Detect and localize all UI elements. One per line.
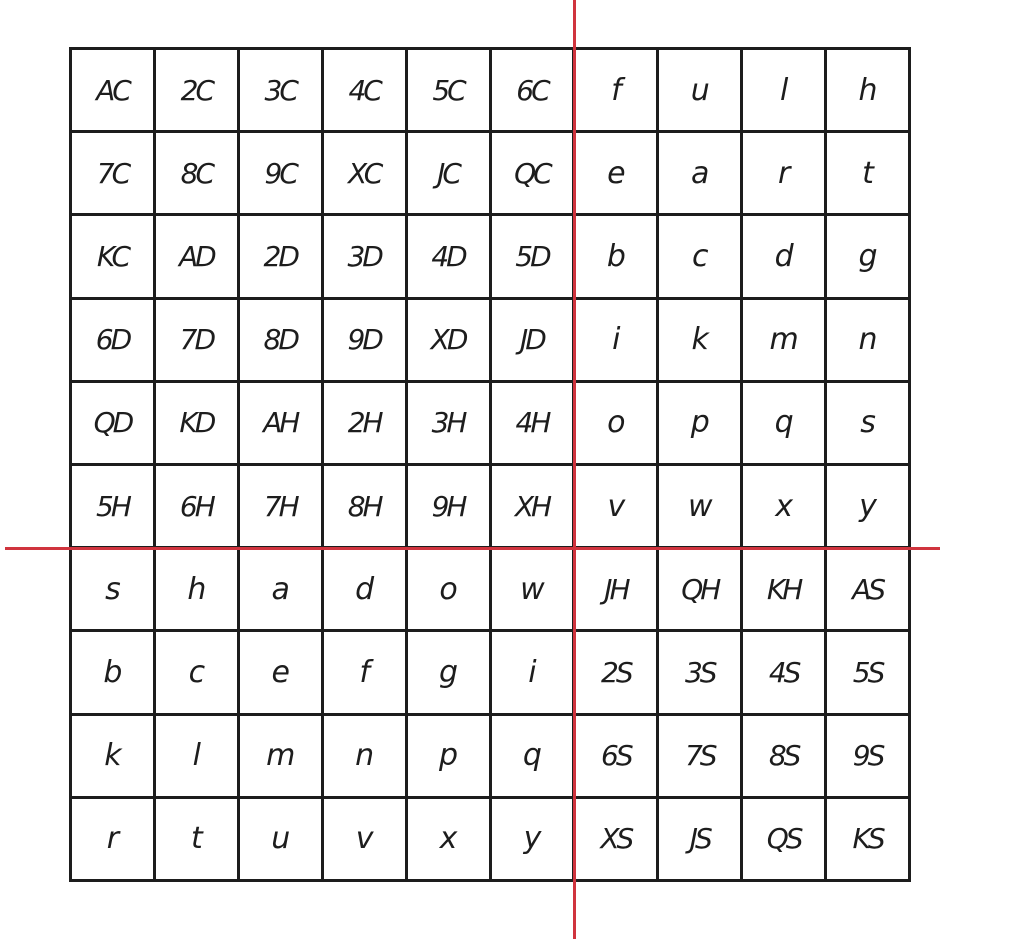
grid-cell: r: [743, 133, 827, 216]
grid-cell: JD: [492, 300, 576, 383]
grid-cell: 9C: [240, 133, 324, 216]
grid-cell: AS: [827, 549, 911, 632]
letter-card-grid: [69, 47, 911, 882]
grid-cell: 7S: [659, 716, 743, 799]
grid-cell: JC: [408, 133, 492, 216]
grid-cell: g: [827, 216, 911, 299]
grid-cell: KD: [156, 383, 240, 466]
grid-cell: f: [575, 50, 659, 133]
grid-cell: AC: [72, 50, 156, 133]
grid-cell: 4C: [324, 50, 408, 133]
grid-cell: d: [743, 216, 827, 299]
grid-cell: l: [156, 716, 240, 799]
grid-cell: c: [659, 216, 743, 299]
grid-cell: 5D: [492, 216, 576, 299]
grid-cell: XS: [575, 799, 659, 882]
grid-cell: a: [659, 133, 743, 216]
grid-cell: u: [240, 799, 324, 882]
vertical-red-divider: [573, 0, 576, 939]
grid-cell: QC: [492, 133, 576, 216]
grid-cell: y: [492, 799, 576, 882]
grid-cell: 8D: [240, 300, 324, 383]
grid-cell: 2S: [575, 632, 659, 715]
grid-cell: JS: [659, 799, 743, 882]
grid-cell: 2D: [240, 216, 324, 299]
grid-cell: e: [575, 133, 659, 216]
grid-cell: 5H: [72, 466, 156, 549]
grid-cell: 8H: [324, 466, 408, 549]
grid-cell: XH: [492, 466, 576, 549]
grid-cell: 6H: [156, 466, 240, 549]
grid-cell: QD: [72, 383, 156, 466]
grid-cell: x: [408, 799, 492, 882]
grid-cell: 6C: [492, 50, 576, 133]
grid-cell: 4D: [408, 216, 492, 299]
grid-cell: 2C: [156, 50, 240, 133]
grid-cell: f: [324, 632, 408, 715]
grid-cell: XC: [324, 133, 408, 216]
horizontal-red-divider: [5, 547, 940, 550]
grid-cell: 5C: [408, 50, 492, 133]
grid-cell: q: [492, 716, 576, 799]
grid-cell: x: [743, 466, 827, 549]
grid-cell: QS: [743, 799, 827, 882]
grid-cell: h: [827, 50, 911, 133]
grid-cell: 8S: [743, 716, 827, 799]
grid-cell: p: [408, 716, 492, 799]
grid-cell: KS: [827, 799, 911, 882]
grid-cell: XD: [408, 300, 492, 383]
grid-cell: e: [240, 632, 324, 715]
grid-cell: KC: [72, 216, 156, 299]
grid-cell: o: [575, 383, 659, 466]
grid-cell: 8C: [156, 133, 240, 216]
grid-cell: 7D: [156, 300, 240, 383]
grid-cell: s: [827, 383, 911, 466]
grid-cell: t: [156, 799, 240, 882]
grid-cell: b: [575, 216, 659, 299]
grid-cell: b: [72, 632, 156, 715]
grid-cell: u: [659, 50, 743, 133]
grid-cell: AD: [156, 216, 240, 299]
grid-cell: m: [743, 300, 827, 383]
grid-cell: d: [324, 549, 408, 632]
grid-cell: p: [659, 383, 743, 466]
grid-cell: k: [72, 716, 156, 799]
grid-cell: KH: [743, 549, 827, 632]
grid-cell: 4H: [492, 383, 576, 466]
grid-cell: 7H: [240, 466, 324, 549]
grid-cell: v: [324, 799, 408, 882]
grid-cell: 2H: [324, 383, 408, 466]
grid-cell: 6S: [575, 716, 659, 799]
grid-cell: 5S: [827, 632, 911, 715]
grid-cell: y: [827, 466, 911, 549]
grid-cell: g: [408, 632, 492, 715]
grid-cell: m: [240, 716, 324, 799]
grid-cell: i: [575, 300, 659, 383]
grid-cell: o: [408, 549, 492, 632]
grid-cell: 6D: [72, 300, 156, 383]
grid-cell: w: [659, 466, 743, 549]
grid-cell: i: [492, 632, 576, 715]
grid-cell: a: [240, 549, 324, 632]
grid-cell: AH: [240, 383, 324, 466]
grid-cell: t: [827, 133, 911, 216]
grid-cell: QH: [659, 549, 743, 632]
grid-cell: q: [743, 383, 827, 466]
grid-cell: n: [324, 716, 408, 799]
grid-cell: 9H: [408, 466, 492, 549]
grid-cell: r: [72, 799, 156, 882]
grid-cell: l: [743, 50, 827, 133]
grid-cell: 3C: [240, 50, 324, 133]
grid-cell: s: [72, 549, 156, 632]
grid-cell: 3H: [408, 383, 492, 466]
grid-cell: k: [659, 300, 743, 383]
grid-cell: v: [575, 466, 659, 549]
grid-cell: 9S: [827, 716, 911, 799]
grid-cell: 4S: [743, 632, 827, 715]
grid-cell: n: [827, 300, 911, 383]
grid-cell: JH: [575, 549, 659, 632]
grid-cell: 9D: [324, 300, 408, 383]
grid-cell: c: [156, 632, 240, 715]
grid-cell: 3S: [659, 632, 743, 715]
grid-cell: h: [156, 549, 240, 632]
grid-cell: 3D: [324, 216, 408, 299]
grid-cell: 7C: [72, 133, 156, 216]
grid-cell: w: [492, 549, 576, 632]
